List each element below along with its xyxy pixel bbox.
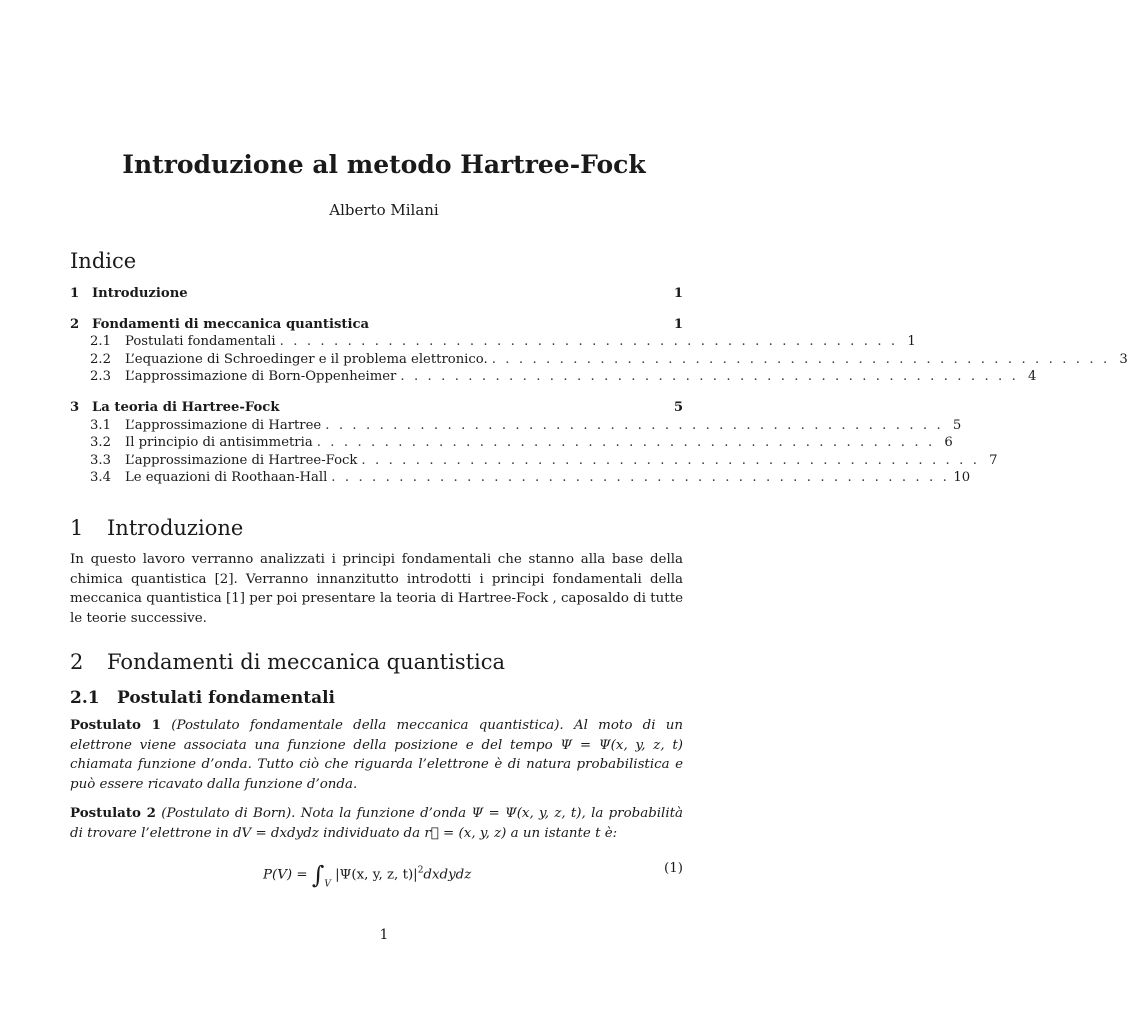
toc-dot-leader: . . . . . . . . . . . . . . . . . . . . . . . . . . . . . . . . . . . . . . . . . . . . . .: [279, 334, 898, 350]
toc-entry-number: 3.2: [90, 435, 111, 451]
table-of-contents: [70, 285, 1128, 487]
section-title: Introduzione: [107, 516, 244, 540]
toc-dot-leader: . . . . . . . . . . . . . . . . . . . . . . . . . . . . . . . . . . . . . . . . . . . . . .: [331, 470, 950, 486]
toc-entry-number: 3: [70, 399, 80, 415]
toc-entry-number: 1: [70, 286, 80, 301]
toc-entry-page: 3: [1119, 351, 1128, 367]
equation-body: |Ψ(x, y, z, t)|: [335, 867, 418, 883]
toc-entry-page: 5: [952, 417, 962, 433]
toc-entry-label: Fondamenti di meccanica quantistica: [92, 316, 370, 332]
toc-entry-label: L’equazione di Schroedinger e il problema elettronico.: [125, 351, 488, 367]
toc-entry-label: L’approssimazione di Hartree: [125, 417, 322, 433]
toc-heading: Indice: [70, 249, 137, 273]
postulate-text: (Postulato fondamentale della meccanica quantistica). Al moto di un elettrone viene associata una funzione della posizione e del tempo Ψ = Ψ(x, y, z, t) chiamata funzione d’onda. Tutto ciò che riguarda l’elettrone è di natura probabilistica e può essere ricavato dalla funzione d’onda.: [70, 718, 684, 792]
author-name: Alberto Milani: [329, 201, 439, 219]
integral-domain: V: [324, 879, 331, 890]
equation-lhs: P(V) =: [263, 867, 312, 883]
equation-power: 2: [417, 865, 424, 876]
toc-entry-label: L’approssimazione di Hartree-Fock: [125, 452, 358, 468]
section-heading: [70, 650, 505, 674]
toc-entry-label: Introduzione: [92, 286, 188, 301]
toc-entry-page: 6: [944, 435, 953, 451]
toc-entry-number: 2: [70, 316, 80, 332]
postulate-label: Postulato 2: [70, 805, 156, 821]
toc-entry-page: 10: [953, 470, 971, 486]
section-number: 2: [70, 650, 84, 674]
toc-dot-leader: . . . . . . . . . . . . . . . . . . . . . . . . . . . . . . . . . . . . . . . . . . . . . .: [316, 435, 935, 451]
toc-dot-leader: . . . . . . . . . . . . . . . . . . . . . . . . . . . . . . . . . . . . . . . . . . . . . .: [400, 369, 1019, 385]
toc-subentry[interactable]: [70, 469, 971, 487]
toc-entry-page: 1: [673, 286, 683, 301]
toc-dot-leader: . . . . . . . . . . . . . . . . . . . . . . . . . . . . . . . . . . . . . . . . . . . . . .: [491, 351, 1110, 367]
toc-entry-number: 3.4: [90, 470, 111, 486]
postulate-label: Postulato 1: [70, 717, 161, 733]
toc-entry-page: 4: [1028, 369, 1037, 385]
postulate-1: [70, 716, 683, 794]
section-title: Fondamenti di meccanica quantistica: [107, 650, 506, 674]
toc-entry-label: Postulati fondamentali: [125, 334, 276, 350]
equation-number: (1): [664, 861, 683, 876]
toc-entry-label: La teoria di Hartree-Fock: [92, 399, 280, 415]
document-title: Introduzione al metodo Hartree-Fock: [122, 150, 646, 179]
toc-entry[interactable]: [70, 399, 683, 417]
toc-entry-number: 2.1: [90, 334, 111, 350]
toc-entry-label: Il principio di antisimmetria: [125, 435, 313, 451]
toc-dot-leader: . . . . . . . . . . . . . . . . . . . . . . . . . . . . . . . . . . . . . . . . . . . . . .: [361, 452, 980, 468]
section-heading: [70, 516, 243, 540]
toc-entry-label: Le equazioni di Roothaan-Hall: [125, 470, 328, 486]
toc-subentry[interactable]: [70, 434, 953, 452]
toc-entry[interactable]: [70, 316, 683, 334]
toc-entry-number: 2.2: [90, 351, 111, 367]
toc-entry-label: L’approssimazione di Born-Oppenheimer: [125, 369, 397, 385]
toc-entry-number: 3.1: [90, 417, 111, 433]
subsection-heading: [70, 688, 335, 708]
toc-subentry[interactable]: [70, 452, 998, 470]
toc-entry-number: 2.3: [90, 369, 111, 385]
toc-dot-leader: . . . . . . . . . . . . . . . . . . . . . . . . . . . . . . . . . . . . . . . . . . . . . .: [325, 417, 944, 433]
integral-sign: ∫: [311, 861, 325, 889]
toc-entry[interactable]: [70, 285, 683, 303]
toc-entry-page: 5: [673, 399, 683, 415]
page-number: 1: [379, 927, 389, 943]
toc-subentry[interactable]: [70, 351, 1128, 369]
toc-entry-number: 3.3: [90, 452, 111, 468]
toc-entry-page: 7: [989, 452, 998, 468]
postulate-text: (Postulato di Born). Nota la funzione d’onda Ψ = Ψ(x, y, z, t), la probabilità di trovare l’elettrone in dV = dxdydz individuato da r⃗ = (x, y, z) a un istante t è:: [70, 806, 683, 841]
intro-paragraph: In questo lavoro verranno analizzati i principi fondamentali che stanno alla base della chimica quantistica [2]. Verranno innanzitutto introdotti i principi fondamentali della meccanica quantistica [1] per poi presentare la teoria di Hartree-Fock , caposaldo di tutte le teorie successive.: [70, 552, 683, 626]
toc-subentry[interactable]: [70, 333, 916, 351]
postulate-2: [70, 804, 683, 843]
equation-formula: [263, 861, 471, 890]
subsection-title: Postulati fondamentali: [117, 688, 336, 708]
equation-1: [70, 856, 683, 892]
section-number: 1: [70, 516, 84, 540]
equation-differential: dxdydz: [423, 867, 472, 883]
toc-subentry[interactable]: [70, 417, 962, 435]
toc-entry-page: 1: [673, 316, 683, 332]
toc-subentry[interactable]: [70, 368, 1037, 386]
toc-entry-page: 1: [907, 334, 916, 350]
subsection-number: 2.1: [70, 688, 100, 708]
